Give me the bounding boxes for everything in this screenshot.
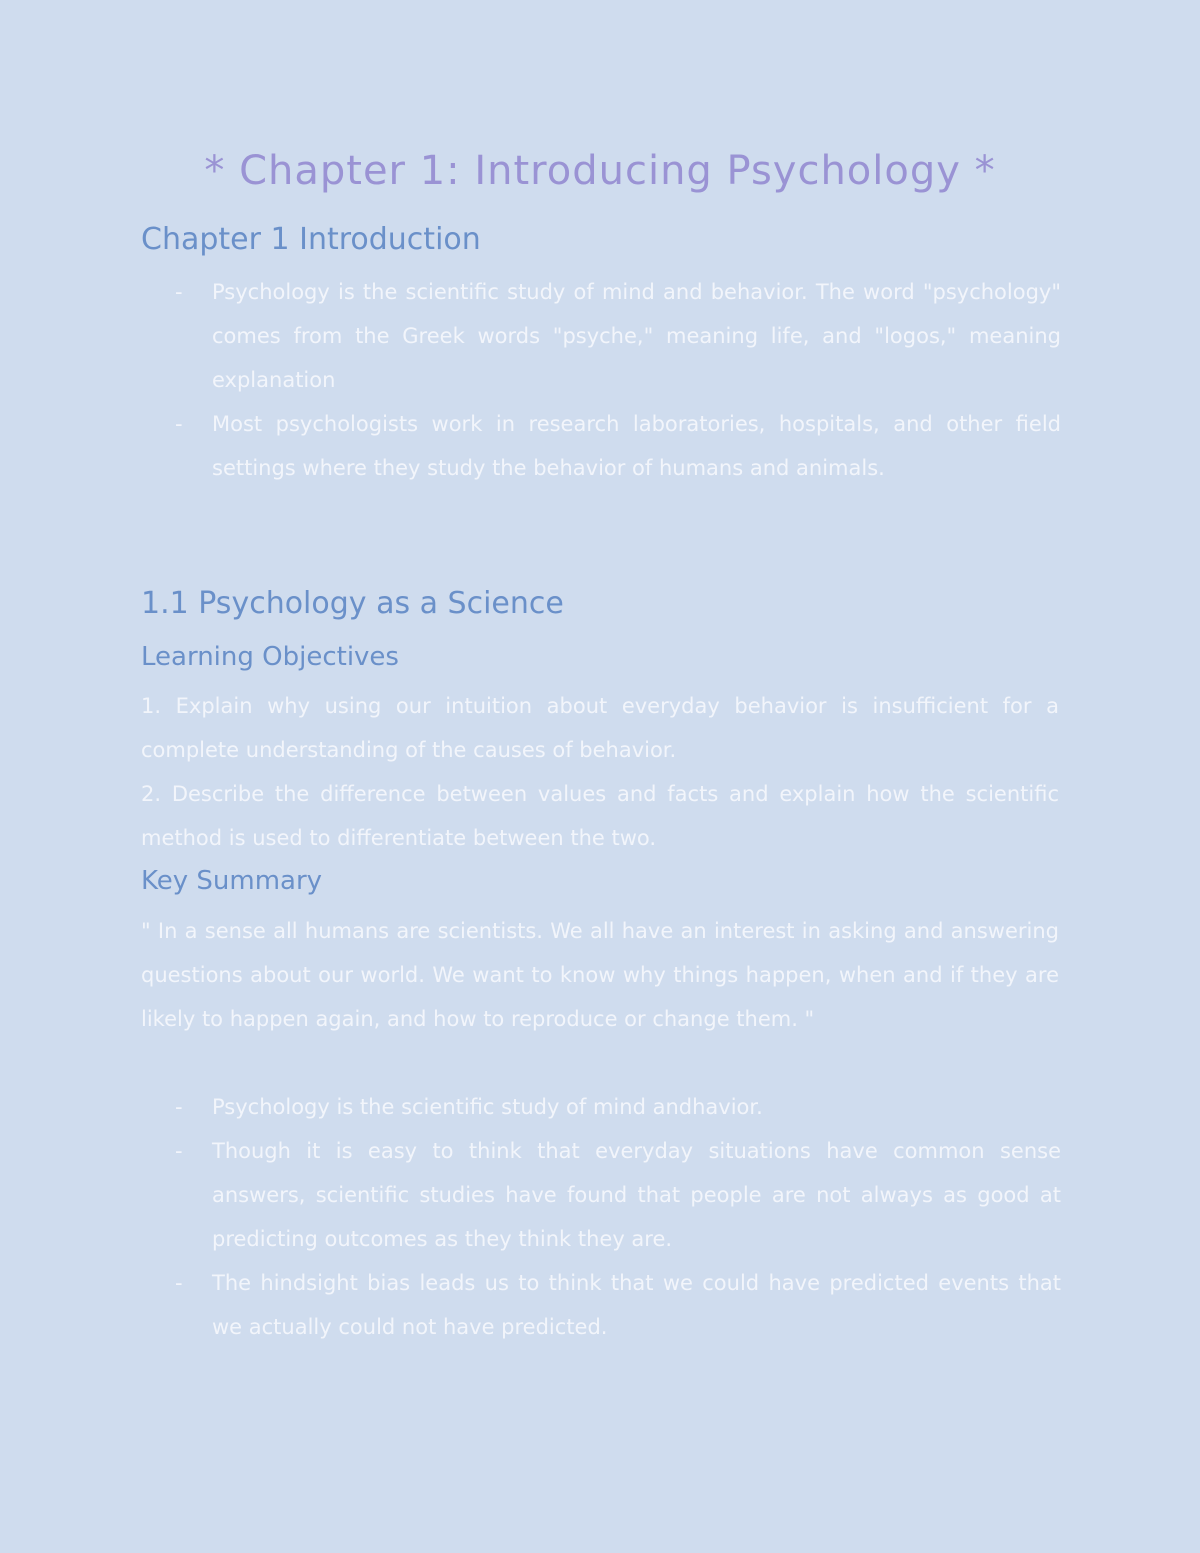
section-heading: 1.1 Psychology as a Science	[141, 586, 564, 621]
list-item	[141, 1129, 1061, 1261]
bullet-text: Most psychologists work in research laboratories, hospitals, and other field settings where they study the behavior of humans and animals.	[212, 412, 1061, 480]
intro-bullet-list	[141, 270, 1061, 490]
summary-bullet-list	[141, 1085, 1061, 1349]
key-summary-heading: Key Summary	[141, 866, 323, 896]
bullet-marker: -	[175, 1095, 183, 1119]
list-item	[141, 1085, 1061, 1129]
list-item	[141, 402, 1061, 490]
bullet-marker: -	[175, 412, 183, 436]
bullet-text: Though it is easy to think that everyday situations have common sense answers, scientific studies have found that people are not always as good at predicting outcomes as they think they are.	[212, 1139, 1061, 1251]
bullet-marker: -	[175, 1271, 183, 1295]
bullet-marker: -	[175, 280, 183, 304]
bullet-marker: -	[175, 1139, 183, 1163]
chapter-intro-heading: Chapter 1 Introduction	[141, 222, 481, 257]
summary-quote: " In a sense all humans are scientists. We all have an interest in asking and answering questions about our world. We want to know why things happen, when and if they are likely to happen again, and how to reproduce or change them. "	[141, 919, 1059, 1031]
bullet-text: The hindsight bias leads us to think that we could have predicted events that we actually could not have predicted.	[212, 1271, 1061, 1339]
objective-2: 2. Describe the difference between values and facts and explain how the scientific method is used to differentiate between the two.	[141, 782, 1059, 850]
bullet-text: Psychology is the scientific study of mind and behavior. The word "psychology" comes from the Greek words "psyche," meaning life, and "logos," meaning explanation	[212, 280, 1061, 392]
list-item	[141, 270, 1061, 402]
list-item	[141, 1261, 1061, 1349]
page-title: * Chapter 1: Introducing Psychology *	[204, 148, 996, 194]
bullet-text: Psychology is the scientific study of mind andhavior.	[212, 1095, 763, 1119]
objective-1: 1. Explain why using our intuition about everyday behavior is insufficient for a complete understanding of the causes of behavior.	[141, 694, 1059, 762]
learning-objectives-heading: Learning Objectives	[141, 642, 399, 672]
